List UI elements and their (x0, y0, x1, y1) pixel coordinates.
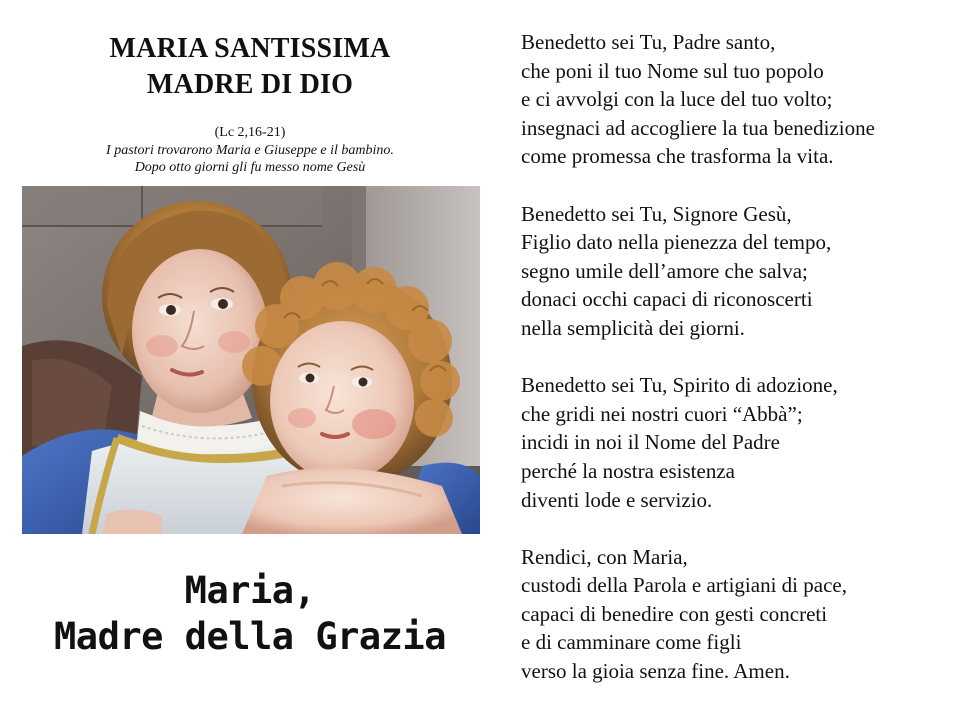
prayer-stanza-2 (521, 200, 941, 343)
caption-line-2: Madre della Grazia (54, 615, 446, 658)
prayer-stanza-1 (521, 28, 941, 171)
prayer-stanza-4 (521, 543, 941, 686)
prayer-line: capaci di benedire con gesti concreti (521, 601, 828, 626)
prayer-line: custodi della Parola e artigiani di pace, (521, 573, 847, 598)
prayer-line: Benedetto sei Tu, Padre santo, (521, 30, 776, 54)
prayer-line: verso la gioia senza fine. Amen. (521, 659, 790, 684)
prayer-line: incidi in noi il Nome del Padre (521, 430, 780, 455)
scripture-reference: (Lc 2,16-21) (214, 125, 286, 140)
prayer-line: e ci avvolgi con la luce del tuo volto; (521, 87, 833, 112)
title-line-1: MARIA SANTISSIMA (109, 33, 391, 64)
prayer-line: insegnaci ad accogliere la tua benedizione (521, 115, 875, 140)
prayer-line: Figlio dato nella pienezza del tempo, (521, 230, 832, 255)
title-line-2: MADRE DI DIO (146, 69, 354, 100)
prayer-line: e di camminare come figli (521, 630, 742, 655)
madonna-and-child-photo (22, 186, 480, 534)
prayer-line: che gridi nei nostri cuori “Abbà”; (521, 401, 803, 426)
prayer-line: Benedetto sei Tu, Spirito di adozione, (521, 373, 838, 398)
image-caption (20, 568, 480, 660)
page-title (40, 31, 460, 103)
caption-line-1: Maria, (184, 569, 316, 612)
prayer-line: segno umile dell’amore che salva; (521, 258, 808, 283)
prayer-text (521, 28, 941, 686)
scripture-verse-line-1: I pastori trovarono Maria e Giuseppe e il bambino. (106, 143, 394, 158)
prayer-line: diventi lode e servizio. (521, 487, 713, 512)
prayer-line: come promessa che trasforma la vita. (521, 144, 834, 169)
prayer-line: Benedetto sei Tu, Signore Gesù, (521, 201, 792, 226)
prayer-line: che poni il tuo Nome sul tuo popolo (521, 58, 824, 83)
prayer-line: perché la nostra esistenza (521, 458, 735, 483)
prayer-line: nella semplicità dei giorni. (521, 315, 745, 340)
scripture-verse-line-2: Dopo otto giorni gli fu messo nome Gesù (134, 160, 366, 175)
prayer-stanza-3 (521, 371, 941, 514)
prayer-line: Rendici, con Maria, (521, 544, 688, 569)
prayer-line: donaci occhi capaci di riconoscerti (521, 287, 813, 312)
scripture-reference-block (40, 124, 460, 176)
